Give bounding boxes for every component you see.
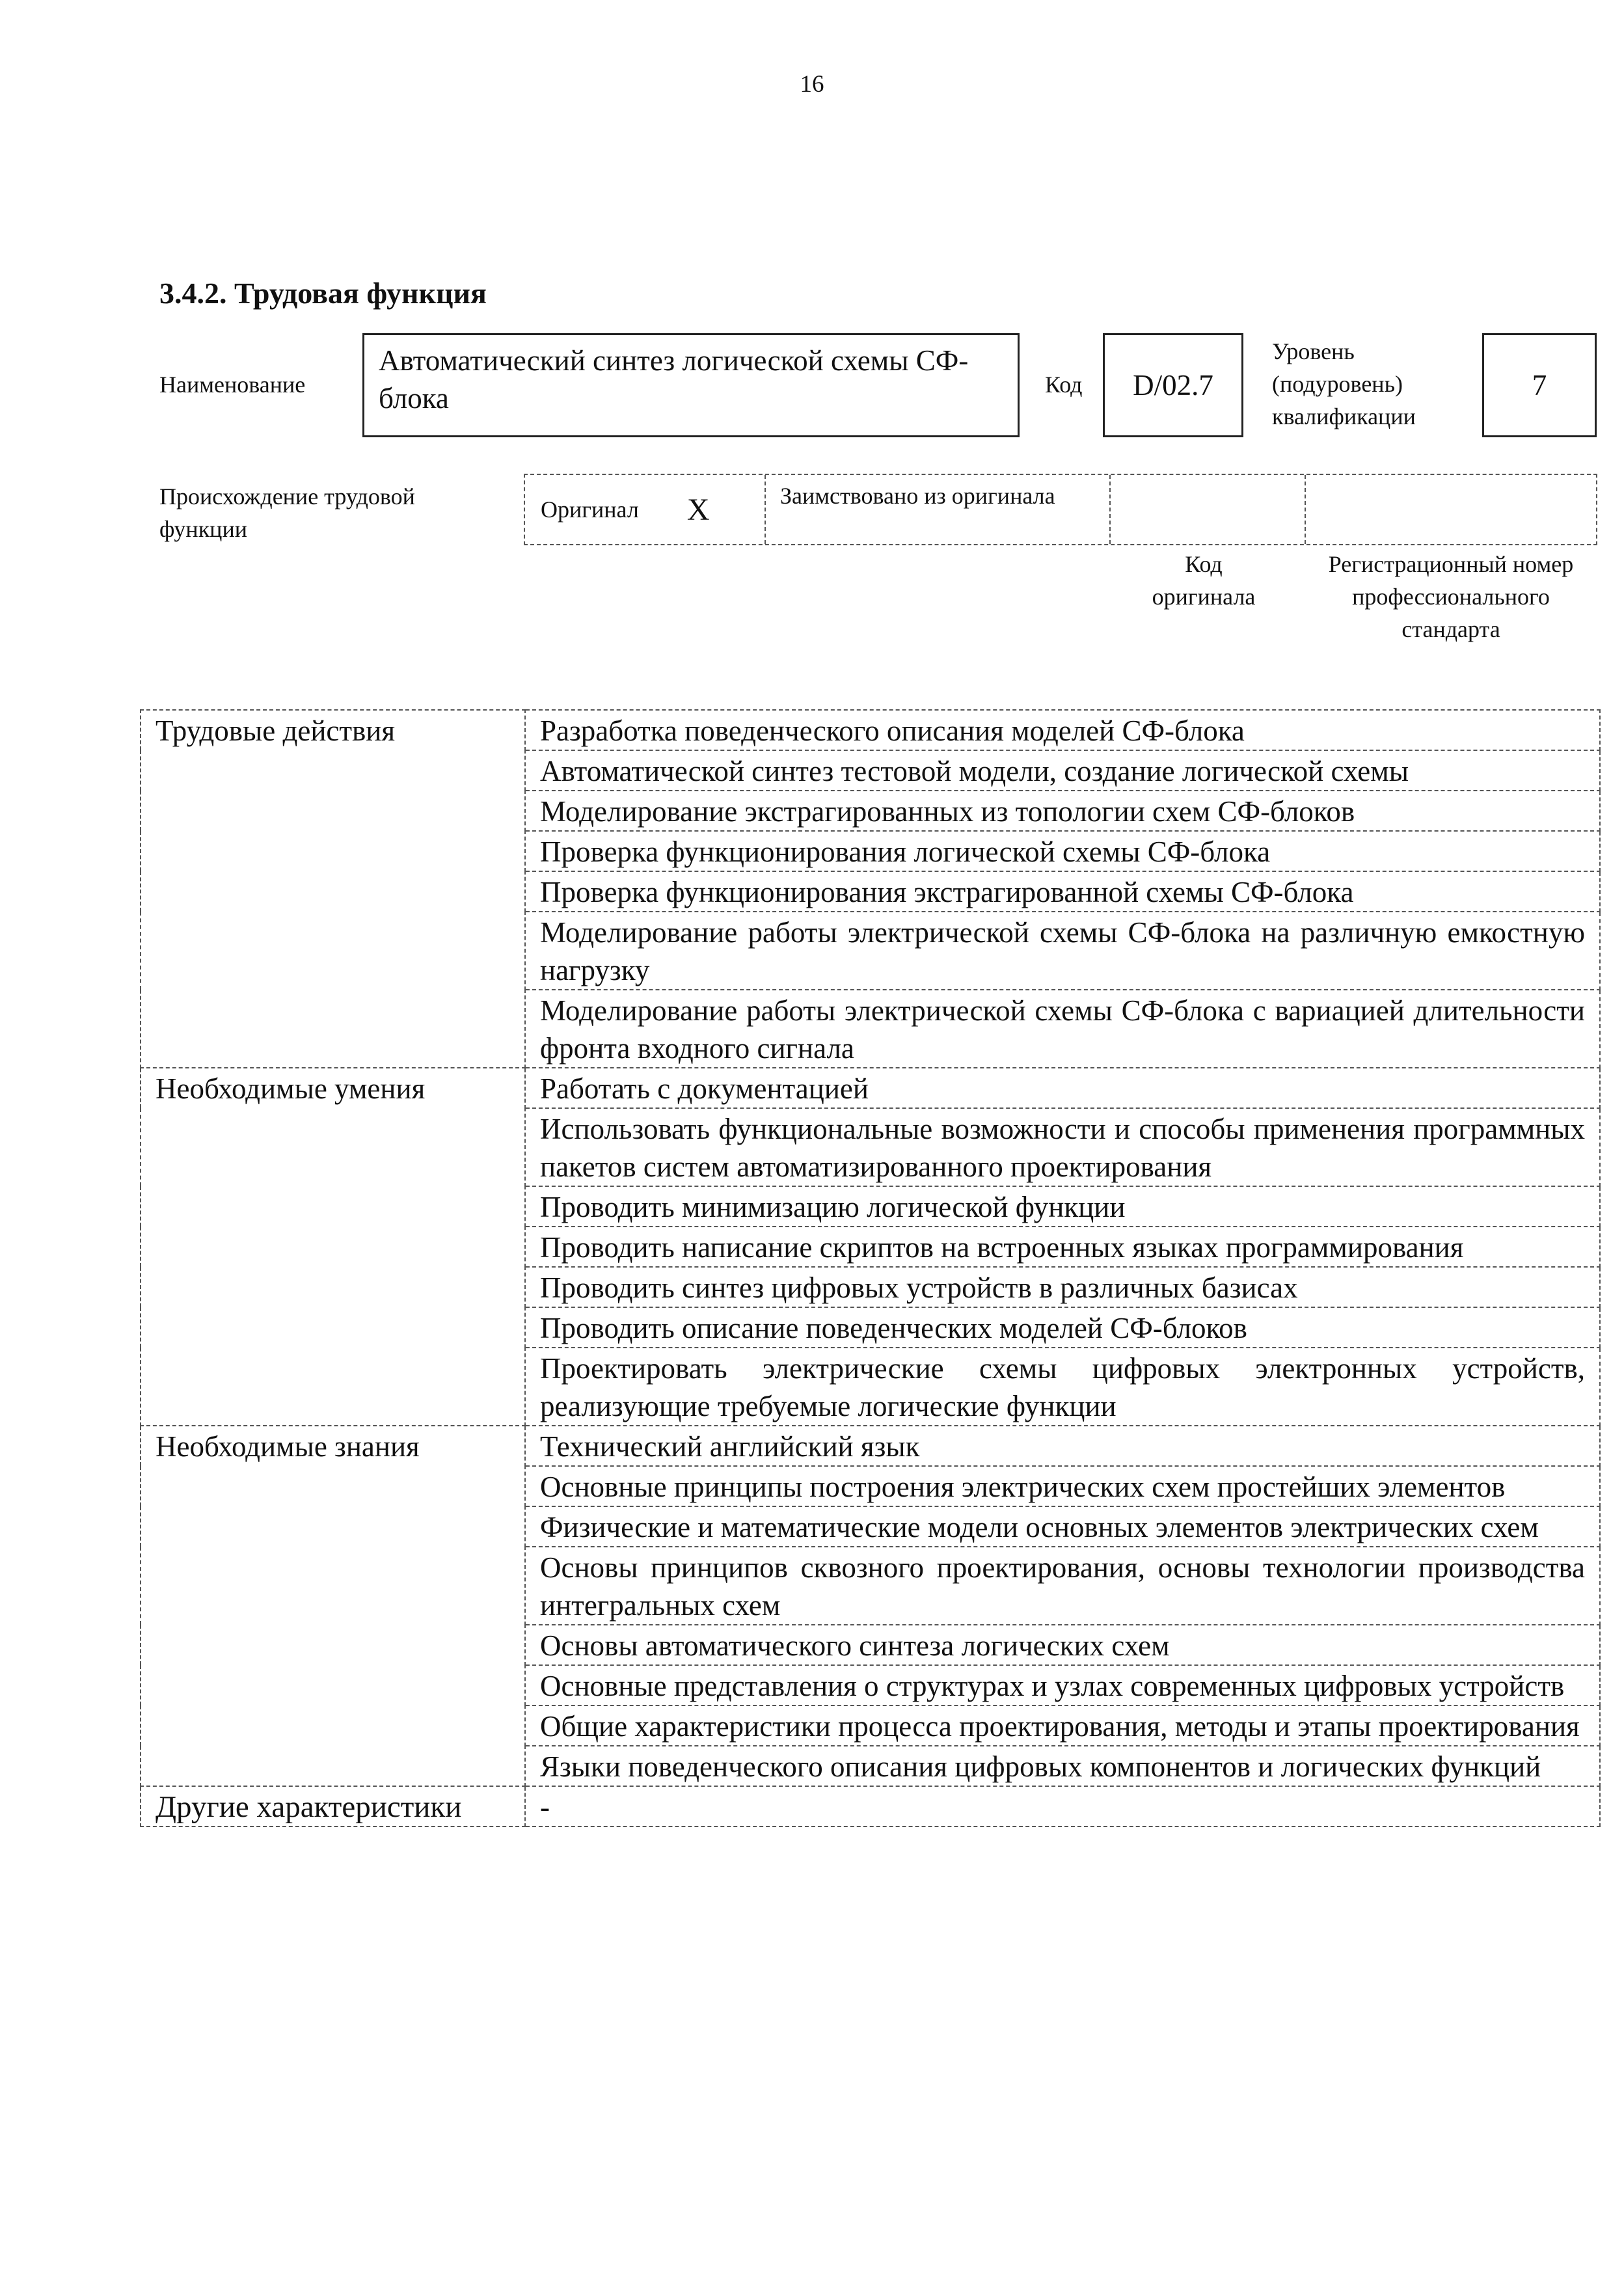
code-original-caption [1106,548,1301,613]
knowledge-item: Основы автоматического синтеза логических схем [525,1625,1600,1665]
qualification-level-label [1272,335,1461,433]
other-characteristics-label: Другие характеристики [141,1786,525,1827]
skills-row [141,1068,1600,1108]
skills-item: Проектировать электрические схемы цифровых электронных устройств, реализующие требуемые логические функции [525,1348,1600,1426]
labor-actions-item: Моделирование работы электрической схемы СФ-блока с вариацией длительности фронта входного сигнала [525,990,1600,1068]
qualification-level-text: Уровень (подуровень) квалификации [1272,338,1416,429]
origin-borrowed-cell: Заимствовано из оригинала [766,475,1111,544]
section-title: 3.4.2. Трудовая функция [159,277,487,310]
function-details-table [140,709,1601,1827]
labor-actions-category-label: Трудовые действия [141,710,525,1068]
function-code-box: D/02.7 [1103,333,1243,437]
qualification-level-box: 7 [1482,333,1597,437]
other-characteristics-value: - [525,1786,1600,1827]
other-characteristics-row [141,1786,1600,1827]
knowledge-item: Основные принципы построения электрических схем простейших элементов [525,1466,1600,1506]
skills-item: Использовать функциональные возможности и способы применения программных пакетов систем автоматизированного проектирования [525,1108,1600,1186]
labor-actions-item: Моделирование экстрагированных из топологии схем СФ-блоков [525,791,1600,831]
skills-item: Проводить написание скриптов на встроенных языках программирования [525,1227,1600,1267]
knowledge-item: Физические и математические модели основных элементов электрических схем [525,1506,1600,1547]
skills-category-label: Необходимые умения [141,1068,525,1426]
reg-number-caption-text: Регистрационный номер профессионального стандарта [1328,551,1574,642]
origin-label-text: Происхождение трудовой функции [159,483,415,542]
knowledge-item: Общие характеристики процесса проектирования, методы и этапы проектирования [525,1705,1600,1746]
knowledge-category-label: Необходимые знания [141,1426,525,1786]
knowledge-row [141,1426,1600,1466]
labor-actions-row [141,710,1600,750]
origin-original-mark: X [686,492,710,527]
origin-row [524,474,1597,545]
reg-number-caption [1305,548,1597,645]
origin-original-label: Оригинал [541,496,639,523]
skills-item: Проводить синтез цифровых устройств в различных базисах [525,1267,1600,1307]
skills-item: Проводить описание поведенческих моделей СФ-блоков [525,1307,1600,1348]
labor-actions-item: Автоматической синтез тестовой модели, создание логической схемы [525,750,1600,791]
code-label: Код [1045,372,1083,398]
origin-label [159,480,498,545]
origin-reg-number-cell [1306,475,1596,544]
labor-actions-item: Моделирование работы электрической схемы СФ-блока на различную емкостную нагрузку [525,912,1600,990]
knowledge-item: Основы принципов сквозного проектирования, основы технологии производства интегральных схем [525,1547,1600,1625]
function-name-box: Автоматический синтез логической схемы СФ-блока [362,333,1020,437]
page-number: 16 [800,71,824,98]
function-details-body [141,710,1600,1827]
skills-item: Проводить минимизацию логической функции [525,1186,1600,1227]
origin-original-cell [525,475,766,544]
name-label: Наименование [159,372,306,398]
skills-item: Работать с документацией [525,1068,1600,1108]
code-original-caption-text: Код оригинала [1152,551,1256,610]
labor-actions-item: Проверка функционирования экстрагированной схемы СФ-блока [525,871,1600,912]
labor-actions-item: Разработка поведенческого описания моделей СФ-блока [525,710,1600,750]
origin-code-cell [1111,475,1306,544]
knowledge-item: Основные представления о структурах и узлах современных цифровых устройств [525,1665,1600,1705]
knowledge-item: Языки поведенческого описания цифровых компонентов и логических функций [525,1746,1600,1786]
knowledge-item: Технический английский язык [525,1426,1600,1466]
labor-actions-item: Проверка функционирования логической схемы СФ-блока [525,831,1600,871]
